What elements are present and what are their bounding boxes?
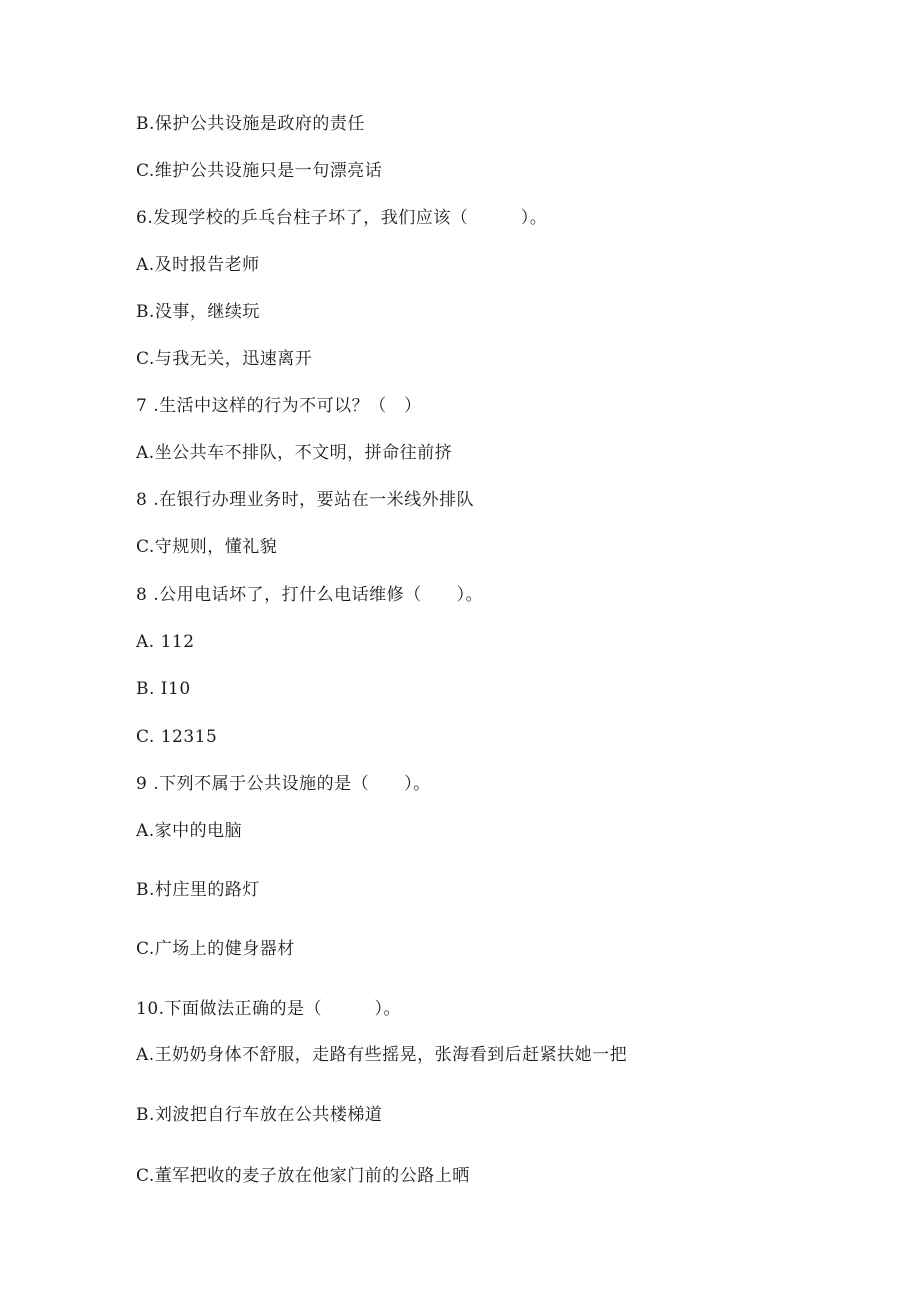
question-7-option-a: A.坐公共车不排队，不文明，拼命往前挤 <box>136 443 453 463</box>
question-10-option-a: A.王奶奶身体不舒服，走路有些摇晃，张海看到后赶紧扶她一把 <box>136 1045 628 1065</box>
question-5-option-b: B.保护公共设施是政府的责任 <box>136 114 365 134</box>
question-8-text: 8 .公用电话坏了，打什么电话维修（ ）。 <box>136 585 484 605</box>
question-9-option-c: C.广场上的健身器材 <box>136 939 295 959</box>
question-10-text: 10.下面做法正确的是（ ）。 <box>136 999 402 1019</box>
question-8-option-a: A. 112 <box>136 632 195 652</box>
question-7-option-b: 8 .在银行办理业务时，要站在一米线外排队 <box>136 490 475 510</box>
question-8-option-c: C. 12315 <box>136 727 218 747</box>
question-6-text: 6.发现学校的乒乓台柱子坏了，我们应该（ ）。 <box>136 208 548 228</box>
question-6-option-c: C.与我无关，迅速离开 <box>136 349 313 369</box>
question-7-text: 7 .生活中这样的行为不可以？（ ） <box>136 396 422 416</box>
question-5-option-c: C.维护公共设施只是一句漂亮话 <box>136 161 383 181</box>
question-10-option-b: B.刘波把自行车放在公共楼梯道 <box>136 1105 383 1125</box>
question-9-text: 9 .下列不属于公共设施的是（ ）。 <box>136 774 431 794</box>
question-6-option-b: B.没事，继续玩 <box>136 302 260 322</box>
question-9-option-a: A.家中的电脑 <box>136 821 243 841</box>
question-6-option-a: A.及时报告老师 <box>136 255 260 275</box>
question-7-option-c: C.守规则，懂礼貌 <box>136 537 278 557</box>
question-10-option-c: C.董军把收的麦子放在他家门前的公路上晒 <box>136 1166 470 1186</box>
question-9-option-b: B.村庄里的路灯 <box>136 880 260 900</box>
question-8-option-b: B. I10 <box>136 679 191 699</box>
